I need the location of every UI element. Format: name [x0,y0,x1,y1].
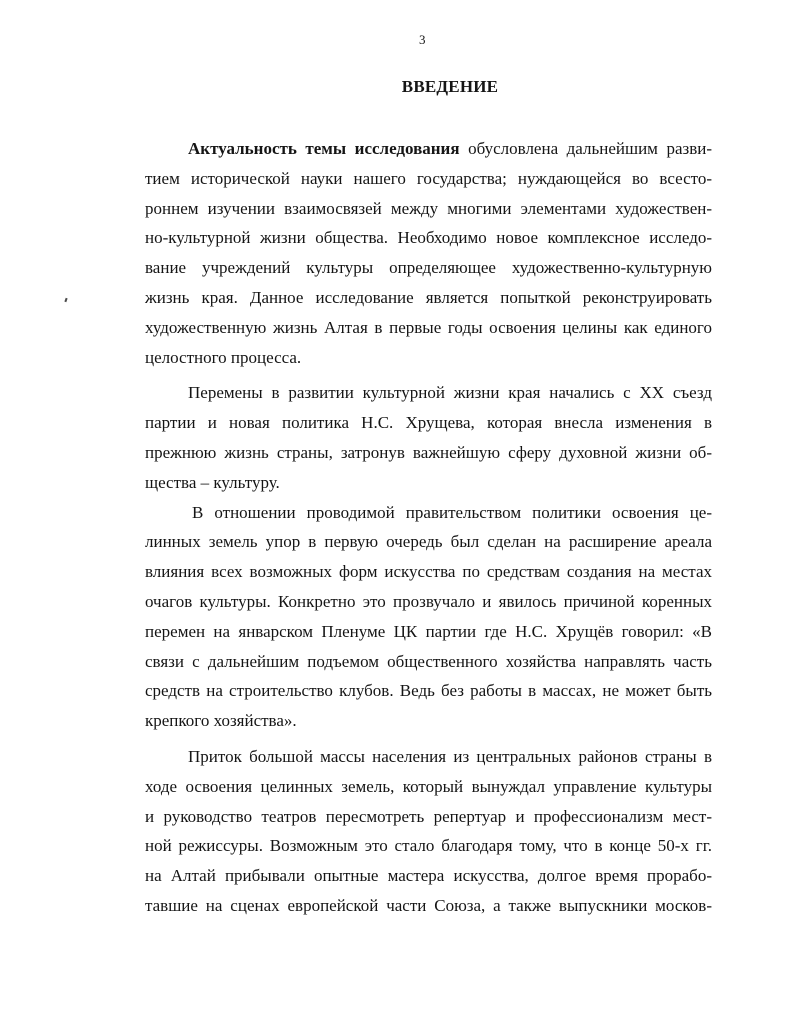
paragraph-1-line-4: но-культурной жизни общества. Необходимо новое комплексное исследо- [145,228,712,248]
paragraph-3-line-4: очагов культуры. Конкретно это прозвучало и явилось причиной коренных [145,591,712,611]
paragraph-3-line-7: средств на строительство клубов. Ведь без работы в массах, не может быть [145,681,712,701]
scan-speck [64,298,67,302]
section-heading: ВВЕДЕНИЕ [401,77,499,96]
paragraph-2-line-2: партии и новая политика Н.С. Хрущева, которая внесла изменения в [145,413,712,433]
paragraph-1-line-7: художественную жизнь Алтая в первые годы освоения целины как единого [145,317,712,337]
paragraph-3-line-6: связи с дальнейшим подъемом общественного хозяйства направлять часть [145,651,712,671]
body-text [145,134,712,921]
paragraph-3-line-2: линных земель упор в первую очередь был сделан на расширение ареала [145,532,712,552]
paragraph-2-line-3: прежнюю жизнь страны, затронув важнейшую сферу духовной жизни об- [145,442,712,462]
paragraph-3-line-5: перемен на январском Пленуме ЦК партии где Н.С. Хрущёв говорил: «В [145,621,712,641]
paragraph-4-line-6: тавшие на сценах европейской части Союза, а также выпускники москов- [145,895,712,915]
paragraph-4-line-1: Приток большой массы населения из центральных районов страны в [188,746,712,766]
paragraph-4-line-4: ной режиссуры. Возможным это стало благодаря тому, что в конце 50-х гг. [145,836,712,856]
paragraph-1-line-2: тием исторической науки нашего государства; нуждающейся во всесто- [145,168,712,188]
paragraph-1-line-5: вание учреждений культуры определяющее художественно-культурную [145,258,712,278]
paragraph-4-line-5: на Алтай прибывали опытные мастера искусства, долгое время прорабо- [145,866,712,886]
paragraph-3-line-8: крепкого хозяйства». [145,711,297,731]
paragraph-1-line-1-rest: обусловлена дальнейшим разви- [468,139,713,158]
paragraph-2-line-4: щества – культуру. [145,472,280,492]
paragraph-4-line-3: и руководство театров пересмотреть репертуар и профессионализм мест- [145,806,712,826]
paragraph-2-line-1: Перемены в развитии культурной жизни края начались с XX съезд [188,383,712,403]
page-number: 3 [419,32,426,47]
paragraph-1-line-6: жизнь края. Данное исследование является попыткой реконструировать [145,287,712,307]
paragraph-4-line-2: ходе освоения целинных земель, который вынуждал управление культуры [145,776,712,796]
paragraph-3-line-3: влияния всех возможных форм искусства по средствам создания на местах [145,562,712,582]
paragraph-3-line-1: В отношении проводимой правительством политики освоения це- [192,502,712,522]
paragraph-1-line-8: целостного процесса. [145,347,302,367]
paragraph-1-line-1 [145,134,712,164]
paragraph-1-lead-bold: Актуальность темы исследования [188,139,460,158]
paragraph-1-line-3: роннем изучении взаимосвязей между многими элементами художествен- [145,198,712,218]
